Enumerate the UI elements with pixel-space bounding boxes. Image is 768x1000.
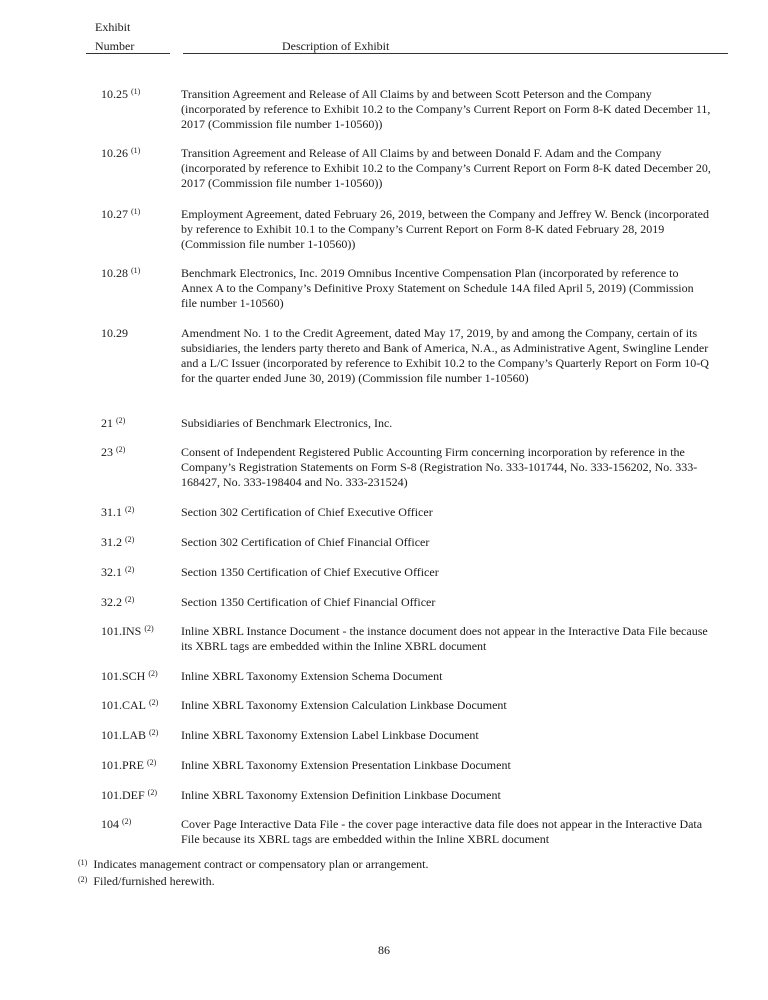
exhibit-number: 23 $^{(2)}$	[101, 445, 126, 459]
footnote: $^{(2)}$ Filed/furnished herewith.	[78, 874, 215, 888]
page-number: 86	[378, 943, 390, 957]
exhibit-description: Subsidiaries of Benchmark Electronics, Inc.	[181, 416, 393, 430]
exhibit-number: 10.25 $^{(1)}$	[101, 87, 141, 101]
exhibit-description: Inline XBRL Instance Document - the instance document does not appear in the Interactive Data File because its XBRL tags are embedded within the Inline XBRL document	[181, 624, 708, 654]
exhibit-number: 21 $^{(2)}$	[101, 416, 126, 430]
exhibit-description: Inline XBRL Taxonomy Extension Presentation Linkbase Document	[181, 758, 511, 772]
exhibit-description: Inline XBRL Taxonomy Extension Definition Linkbase Document	[181, 788, 501, 802]
exhibit-description: Benchmark Electronics, Inc. 2019 Omnibus Incentive Compensation Plan (incorporated by reference to Annex A to the Company’s Definitive Proxy Statement on Schedule 14A filed April 5, 2019) (Commission file number 1-10560)	[181, 266, 694, 311]
exhibit-number: 10.27 $^{(1)}$	[101, 207, 141, 221]
footnote: $^{(1)}$ Indicates management contract or compensatory plan or arrangement.	[78, 857, 429, 871]
exhibit-number: 10.29	[101, 326, 128, 340]
exhibit-number: 101.LAB $^{(2)}$	[101, 728, 159, 742]
exhibit-number: 32.2 $^{(2)}$	[101, 595, 135, 609]
exhibit-number: 31.1 $^{(2)}$	[101, 505, 135, 519]
header-divider-description	[183, 53, 728, 54]
header-description-label: Description of Exhibit	[282, 39, 390, 53]
exhibit-description: Inline XBRL Taxonomy Extension Label Linkbase Document	[181, 728, 479, 742]
exhibit-description: Cover Page Interactive Data File - the cover page interactive data file does not appear in the Interactive Data File because its XBRL tags are embedded within the Inline XBRL document	[181, 817, 703, 847]
exhibit-number: 31.2 $^{(2)}$	[101, 535, 135, 549]
exhibit-description: Employment Agreement, dated February 26, 2019, between the Company and Jeffrey W. Benck (incorporated by reference to Exhibit 10.1 to the Company’s Current Report on Form 8-K dated February 28, 2019 (Commission file number 1-10560))	[181, 207, 709, 252]
exhibit-description: Inline XBRL Taxonomy Extension Calculation Linkbase Document	[181, 698, 507, 712]
exhibit-description: Amendment No. 1 to the Credit Agreement, dated May 17, 2019, by and among the Company, certain of its subsidiaries, the lenders party thereto and Bank of America, N.A., as Administrative Agent, Swingline Lender and a L/C Issuer (incorporated by reference to Exhibit 10.2 to the Company’s Quarterly Report on Form 10-Q for the quarter ended June 30, 2019) (Commission file number 1-10560)	[181, 326, 709, 386]
exhibit-description: Transition Agreement and Release of All Claims by and between Scott Peterson and the Company (incorporated by reference to Exhibit 10.2 to the Company’s Current Report on Form 8-K dated December 11, 2017 (Commission file number 1-10560))	[181, 87, 711, 132]
exhibit-description: Section 302 Certification of Chief Executive Officer	[181, 505, 433, 519]
exhibit-description: Transition Agreement and Release of All Claims by and between Donald F. Adam and the Company (incorporated by reference to Exhibit 10.2 to the Company’s Current Report on Form 8-K dated December 20, 2017 (Commission file number 1-10560))	[181, 146, 711, 191]
exhibit-description: Section 302 Certification of Chief Financial Officer	[181, 535, 430, 549]
exhibit-number: 104 $^{(2)}$	[101, 817, 132, 831]
header-exhibit-label: Exhibit	[95, 20, 131, 34]
exhibit-number: 101.DEF $^{(2)}$	[101, 788, 157, 802]
exhibit-number: 101.INS $^{(2)}$	[101, 624, 154, 638]
exhibit-description: Inline XBRL Taxonomy Extension Schema Document	[181, 669, 443, 683]
exhibit-number: 10.26 $^{(1)}$	[101, 146, 141, 160]
exhibit-number: 10.28 $^{(1)}$	[101, 266, 141, 280]
exhibit-number: 101.PRE $^{(2)}$	[101, 758, 157, 772]
exhibit-number: 101.CAL $^{(2)}$	[101, 698, 159, 712]
header-number-label: Number	[95, 39, 135, 53]
exhibit-description: Consent of Independent Registered Public Accounting Firm concerning incorporation by reference in the Company’s Registration Statements on Form S-8 (Registration No. 333-101744, No. 333-156202, No. 333-168427, No. 333-198404 and No. 333-231524)	[181, 445, 698, 490]
exhibit-number: 101.SCH $^{(2)}$	[101, 669, 158, 683]
exhibit-number: 32.1 $^{(2)}$	[101, 565, 135, 579]
exhibit-description: Section 1350 Certification of Chief Executive Officer	[181, 565, 439, 579]
exhibit-description: Section 1350 Certification of Chief Financial Officer	[181, 595, 436, 609]
header-divider-number	[86, 53, 170, 54]
